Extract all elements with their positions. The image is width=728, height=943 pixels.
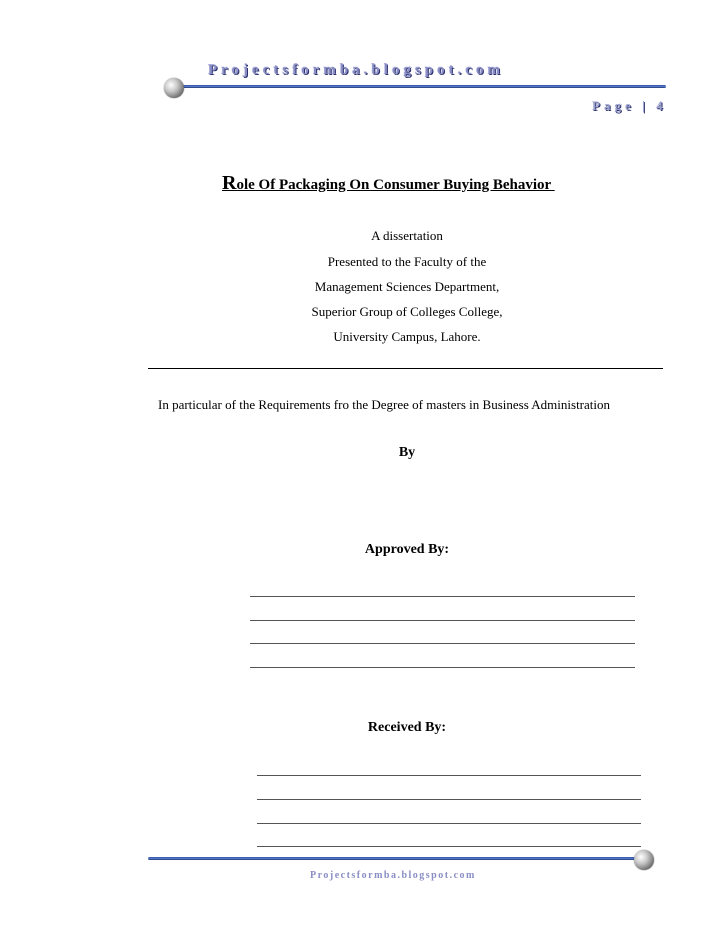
header-site-name: Projectsformba.blogspot.com xyxy=(208,62,505,78)
title-initial: R xyxy=(222,172,237,194)
received-signature-line xyxy=(257,775,641,776)
received-signature-line xyxy=(257,846,641,847)
footer-site-name: Projectsformba.blogspot.com xyxy=(310,870,476,881)
subtitle-line: A dissertation xyxy=(371,228,443,243)
by-label: By xyxy=(398,445,416,460)
header-knob-icon xyxy=(164,78,184,98)
approved-by-label: Approved By: xyxy=(364,542,450,557)
document-title xyxy=(222,172,555,195)
section-divider xyxy=(148,368,663,369)
header-rule xyxy=(176,85,666,88)
approved-signature-line xyxy=(250,620,635,621)
approved-signature-line xyxy=(250,643,635,644)
received-signature-line xyxy=(257,823,641,824)
subtitle-line: Management Sciences Department, xyxy=(314,279,500,294)
subtitle-line: Superior Group of Colleges College, xyxy=(311,304,503,319)
footer-knob-icon xyxy=(634,850,654,870)
approved-signature-line xyxy=(250,596,635,597)
degree-requirement: In particular of the Requirements fro the Degree of masters in Business Administration xyxy=(158,397,610,412)
page-number: Page | 4 xyxy=(592,98,667,113)
footer-rule xyxy=(148,857,642,860)
received-signature-line xyxy=(257,799,641,800)
title-rest: ole Of Packaging On Consumer Buying Behavior xyxy=(236,177,555,193)
received-by-label: Received By: xyxy=(367,720,447,735)
approved-signature-line xyxy=(250,667,635,668)
subtitle-line: Presented to the Faculty of the xyxy=(327,254,487,269)
subtitle-line: University Campus, Lahore. xyxy=(333,329,481,344)
